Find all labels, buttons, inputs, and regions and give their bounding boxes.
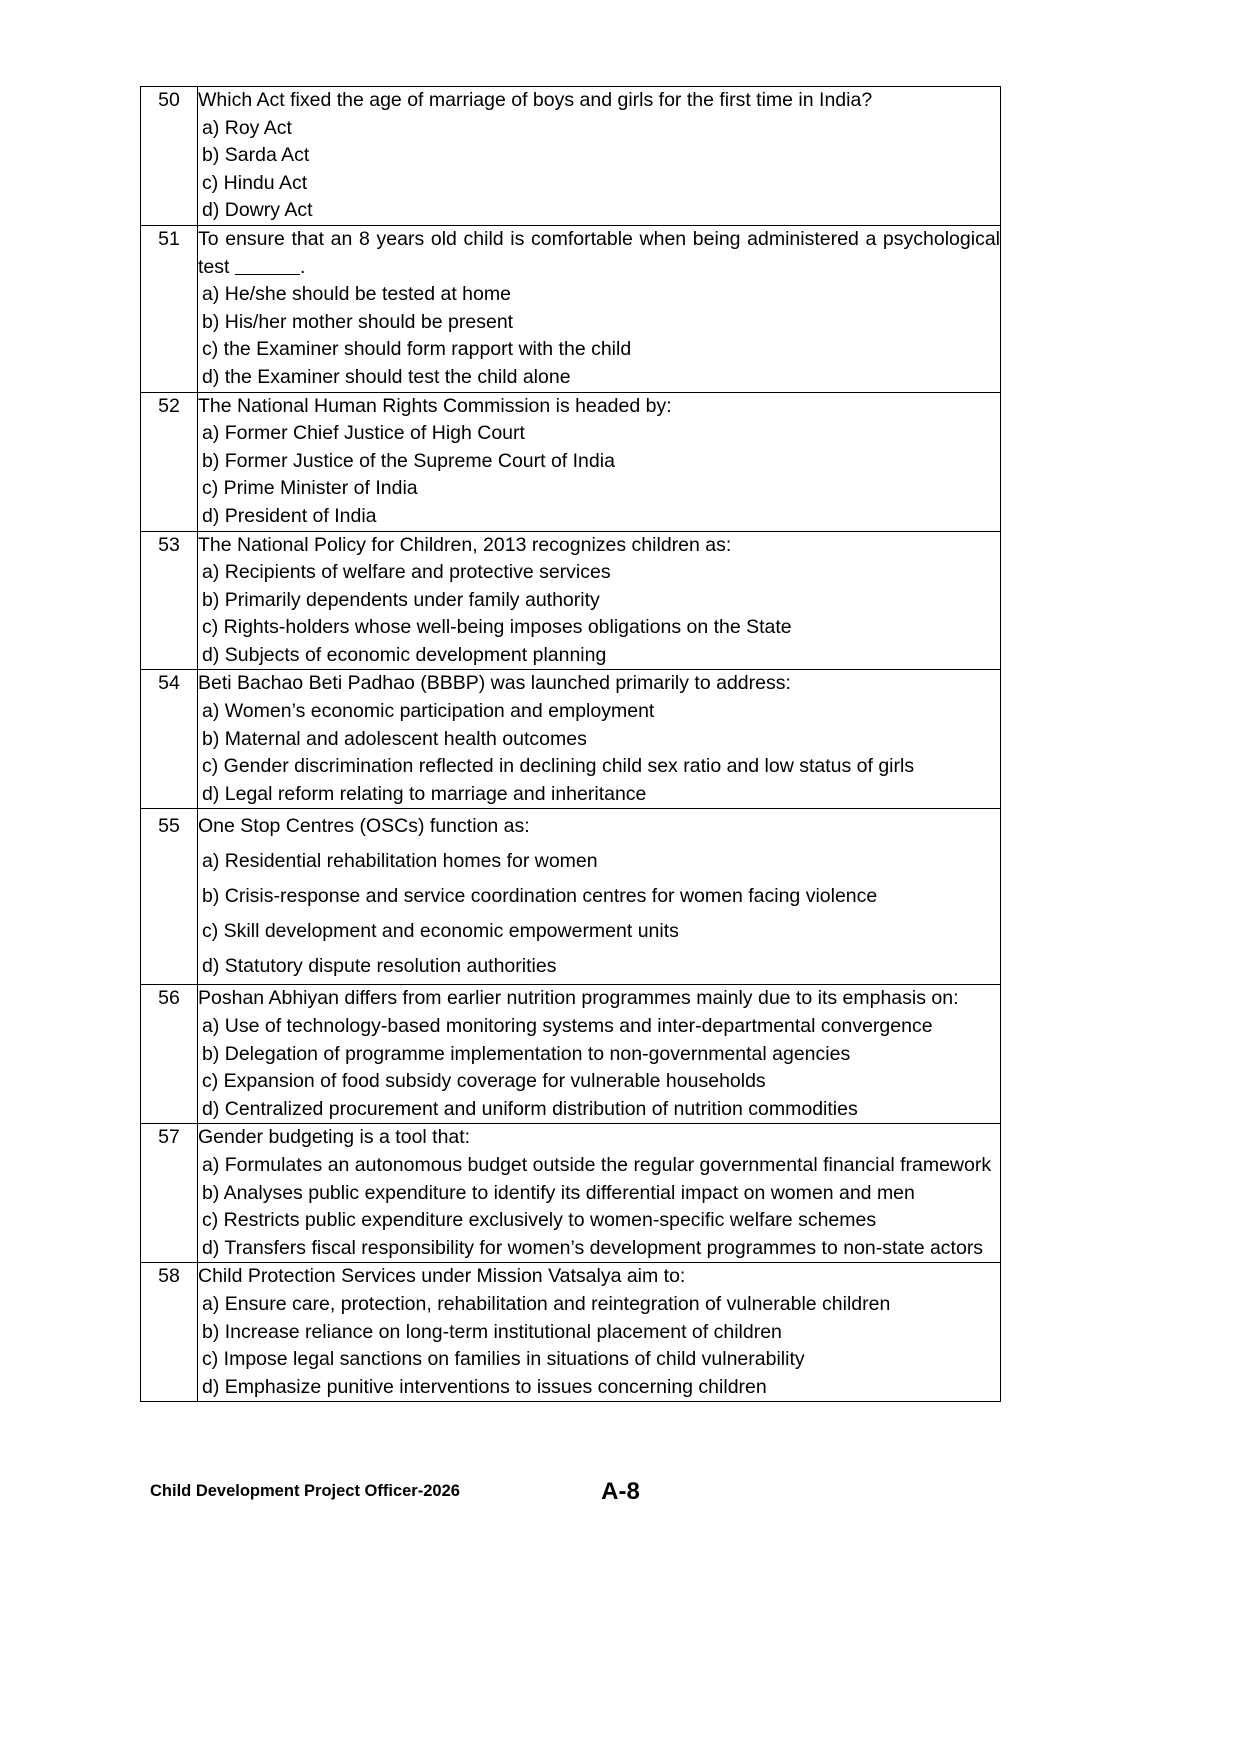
question-option[interactable]: d) Emphasize punitive interventions to issues concerning children <box>202 1375 767 1398</box>
fill-in-blank <box>235 256 300 278</box>
question-content <box>198 392 1001 531</box>
question-option[interactable]: c) Impose legal sanctions on families in situations of child vulnerability <box>202 1348 805 1371</box>
question-option[interactable]: b) Analyses public expenditure to identify its differential impact on women and men <box>202 1181 915 1204</box>
question-stem: Beti Bachao Beti Padhao (BBBP) was launched primarily to address: <box>198 672 791 695</box>
question-stem: One Stop Centres (OSCs) function as: <box>198 815 530 838</box>
footer-page-number: A-8 <box>601 1478 640 1505</box>
question-option[interactable]: c) Rights-holders whose well-being imposes obligations on the State <box>202 616 792 639</box>
question-content <box>198 1124 1001 1263</box>
question-row <box>141 225 1001 392</box>
question-option[interactable]: b) Maternal and adolescent health outcomes <box>202 727 587 750</box>
question-number: 58 <box>141 1263 198 1402</box>
question-option[interactable]: b) Primarily dependents under family authority <box>202 588 600 611</box>
question-row <box>141 1263 1001 1402</box>
question-option[interactable]: d) Dowry Act <box>202 199 313 222</box>
question-option[interactable]: d) Centralized procurement and uniform distribution of nutrition commodities <box>202 1097 858 1120</box>
question-option[interactable]: d) Legal reform relating to marriage and inheritance <box>202 782 647 805</box>
question-option[interactable]: b) Increase reliance on long-term institutional placement of children <box>202 1320 782 1343</box>
question-option[interactable]: a) Former Chief Justice of High Court <box>202 422 525 445</box>
question-option[interactable]: a) He/she should be tested at home <box>202 283 511 306</box>
question-option[interactable]: d) Transfers fiscal responsibility for women’s development programmes to non-state actors <box>202 1236 984 1259</box>
question-stem: Which Act fixed the age of marriage of boys and girls for the first time in India? <box>198 89 873 111</box>
question-option[interactable]: a) Formulates an autonomous budget outside the regular governmental financial framework <box>202 1154 992 1176</box>
question-option[interactable]: a) Recipients of welfare and protective services <box>202 561 611 584</box>
question-option[interactable]: c) Gender discrimination reflected in declining child sex ratio and low status of girls <box>202 755 915 778</box>
question-content <box>198 1263 1001 1402</box>
question-content <box>198 225 1001 392</box>
question-number: 54 <box>141 670 198 809</box>
question-number: 50 <box>141 87 198 226</box>
question-option[interactable]: b) His/her mother should be present <box>202 310 514 333</box>
question-option[interactable]: b) Crisis-response and service coordination centres for women facing violence <box>202 885 878 908</box>
question-row <box>141 1124 1001 1263</box>
question-option[interactable]: c) Hindu Act <box>202 171 308 194</box>
question-stem: Gender budgeting is a tool that: <box>198 1126 471 1149</box>
question-content <box>198 809 1001 985</box>
question-option[interactable]: a) Residential rehabilitation homes for women <box>202 850 598 873</box>
question-row <box>141 531 1001 670</box>
question-table-body <box>141 87 1001 1402</box>
question-stem: To ensure that an 8 years old child is comfortable when being administered a psychological test . <box>198 227 1000 278</box>
question-row <box>141 670 1001 809</box>
question-option[interactable]: b) Sarda Act <box>202 144 310 167</box>
question-number: 55 <box>141 809 198 985</box>
page-footer <box>140 1478 1101 1516</box>
question-option[interactable]: b) Former Justice of the Supreme Court of India <box>202 449 615 472</box>
question-content <box>198 670 1001 809</box>
question-option[interactable]: c) the Examiner should form rapport with the child <box>202 338 632 361</box>
question-option[interactable]: d) Statutory dispute resolution authorities <box>202 955 557 978</box>
question-stem: Poshan Abhiyan differs from earlier nutrition programmes mainly due to its emphasis on: <box>198 987 959 1010</box>
question-option[interactable]: c) Skill development and economic empowerment units <box>202 920 679 943</box>
question-option[interactable]: a) Roy Act <box>202 116 292 139</box>
question-option[interactable]: a) Use of technology-based monitoring systems and inter-departmental convergence <box>202 1015 933 1038</box>
question-option[interactable]: c) Expansion of food subsidy coverage for vulnerable households <box>202 1070 766 1093</box>
question-number: 56 <box>141 985 198 1124</box>
question-row <box>141 87 1001 226</box>
question-table <box>140 86 1001 1402</box>
question-row <box>141 809 1001 985</box>
question-row <box>141 985 1001 1124</box>
question-stem: The National Human Rights Commission is headed by: <box>198 394 672 417</box>
question-option[interactable]: d) Subjects of economic development planning <box>202 643 607 666</box>
question-content <box>198 985 1001 1124</box>
question-stem: The National Policy for Children, 2013 recognizes children as: <box>198 533 732 556</box>
question-number: 52 <box>141 392 198 531</box>
question-option[interactable]: c) Prime Minister of India <box>202 477 418 500</box>
question-option[interactable]: a) Ensure care, protection, rehabilitation and reintegration of vulnerable children <box>202 1292 891 1315</box>
question-number: 53 <box>141 531 198 670</box>
footer-exam-label: Child Development Project Officer-2026 <box>150 1482 460 1500</box>
question-option[interactable]: b) Delegation of programme implementation to non-governmental agencies <box>202 1042 851 1065</box>
question-option[interactable]: d) the Examiner should test the child alone <box>202 365 571 388</box>
question-content <box>198 531 1001 670</box>
question-number: 57 <box>141 1124 198 1263</box>
question-option[interactable]: a) Women’s economic participation and employment <box>202 700 655 723</box>
question-option[interactable]: c) Restricts public expenditure exclusively to women-specific welfare schemes <box>202 1209 877 1232</box>
question-row <box>141 392 1001 531</box>
question-content <box>198 87 1001 226</box>
question-stem: Child Protection Services under Mission Vatsalya aim to: <box>198 1265 686 1288</box>
question-number: 51 <box>141 225 198 392</box>
question-option[interactable]: d) President of India <box>202 504 377 527</box>
